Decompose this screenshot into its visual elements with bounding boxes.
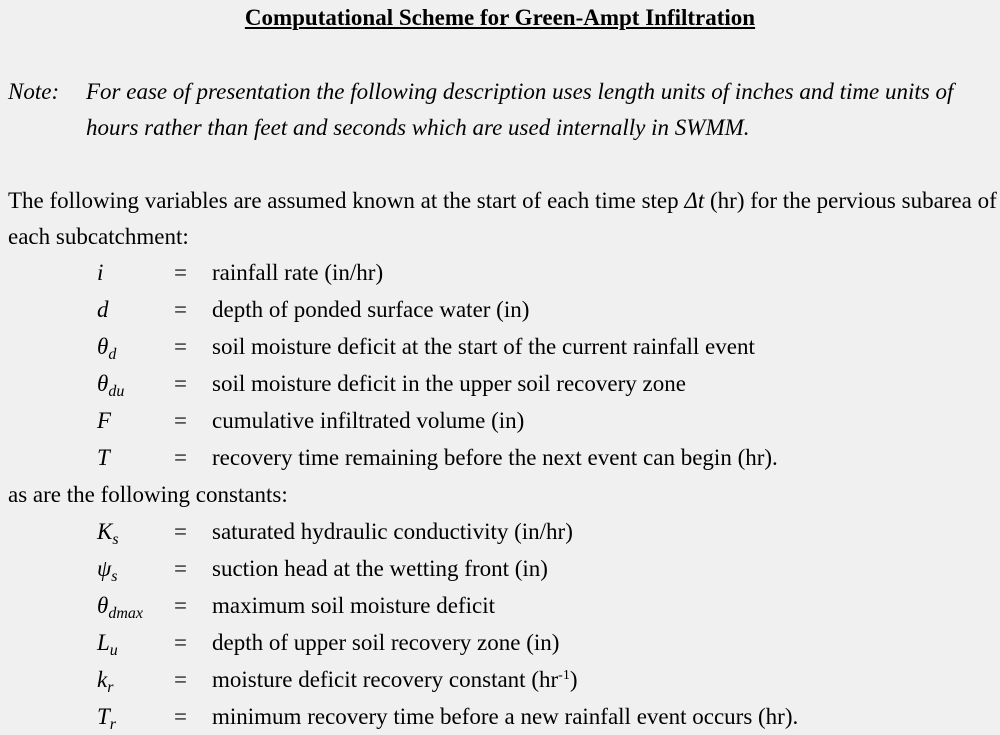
variable-symbol: i <box>97 260 104 285</box>
note-text: For ease of presentation the following description uses length units of inches and time units of hours rather than feet and seconds which are used internally in SWMM. <box>86 79 954 140</box>
note-label: Note: <box>8 79 60 104</box>
variable-description: cumulative infiltrated volume (in) <box>212 408 525 433</box>
equals-sign: = <box>174 371 187 396</box>
variable-symbol: $\theta_d$ <box>97 334 117 363</box>
variable-row <box>0 365 1000 402</box>
variable-symbol: F <box>97 408 112 433</box>
variable-row <box>0 402 1000 439</box>
constant-description: moisture deficit recovery constant $(hr^{-1})$ <box>212 667 578 692</box>
constant-description: maximum soil moisture deficit <box>212 593 495 618</box>
variable-row <box>0 291 1000 328</box>
variable-row <box>0 328 1000 365</box>
variable-row <box>0 254 1000 291</box>
equals-sign: = <box>174 556 187 581</box>
constant-symbol: $L_u$ <box>97 630 118 659</box>
equals-sign: = <box>174 630 187 655</box>
constant-row <box>0 587 1000 624</box>
note-block <box>8 74 998 146</box>
constant-symbol: $k_r$ <box>97 667 114 696</box>
constants-list <box>0 513 1000 735</box>
constant-description: depth of upper soil recovery zone (in) <box>212 630 560 655</box>
equals-sign: = <box>174 704 187 729</box>
variable-description: recovery time remaining before the next event can begin (hr). <box>212 445 778 470</box>
intro-paragraph <box>8 183 998 255</box>
constant-row <box>0 661 1000 698</box>
variable-symbol: T <box>97 445 110 470</box>
delta-t-symbol: Δt <box>684 188 705 213</box>
constant-symbol: $K_s$ <box>97 519 119 548</box>
variable-symbol: $\theta_{du}$ <box>97 371 125 400</box>
variable-description: depth of ponded surface water (in) <box>212 297 530 322</box>
equals-sign: = <box>174 260 187 285</box>
constant-row <box>0 550 1000 587</box>
intro-text-before: The following variables are assumed known at the start of each time step <box>8 188 685 213</box>
constant-row <box>0 698 1000 735</box>
variable-symbol: d <box>97 297 109 322</box>
known-variables-list <box>0 254 1000 476</box>
constant-symbol: $\theta_{dmax}$ <box>97 593 143 622</box>
equals-sign: = <box>174 593 187 618</box>
constant-row <box>0 624 1000 661</box>
constants-intro: as are the following constants: <box>8 482 288 507</box>
variable-description: soil moisture deficit at the start of the current rainfall event <box>212 334 755 359</box>
equals-sign: = <box>174 445 187 470</box>
intro-text-after: (hr) for the pervious subarea of each subcatchment: <box>8 188 997 249</box>
equals-sign: = <box>174 519 187 544</box>
constant-symbol: $\psi_s$ <box>97 556 118 585</box>
equals-sign: = <box>174 667 187 692</box>
page-title: Computational Scheme for Green-Ampt Infiltration <box>244 5 756 30</box>
constant-description: suction head at the wetting front (in) <box>212 556 548 581</box>
constant-symbol: $T_r$ <box>97 704 117 733</box>
variable-row <box>0 439 1000 476</box>
equals-sign: = <box>174 408 187 433</box>
equals-sign: = <box>174 334 187 359</box>
equals-sign: = <box>174 297 187 322</box>
constant-description: saturated hydraulic conductivity (in/hr) <box>212 519 573 544</box>
constant-row <box>0 513 1000 550</box>
variable-description: rainfall rate (in/hr) <box>212 260 384 285</box>
constant-description: minimum recovery time before a new rainfall event occurs (hr). <box>212 704 799 729</box>
variable-description: soil moisture deficit in the upper soil recovery zone <box>212 371 686 396</box>
